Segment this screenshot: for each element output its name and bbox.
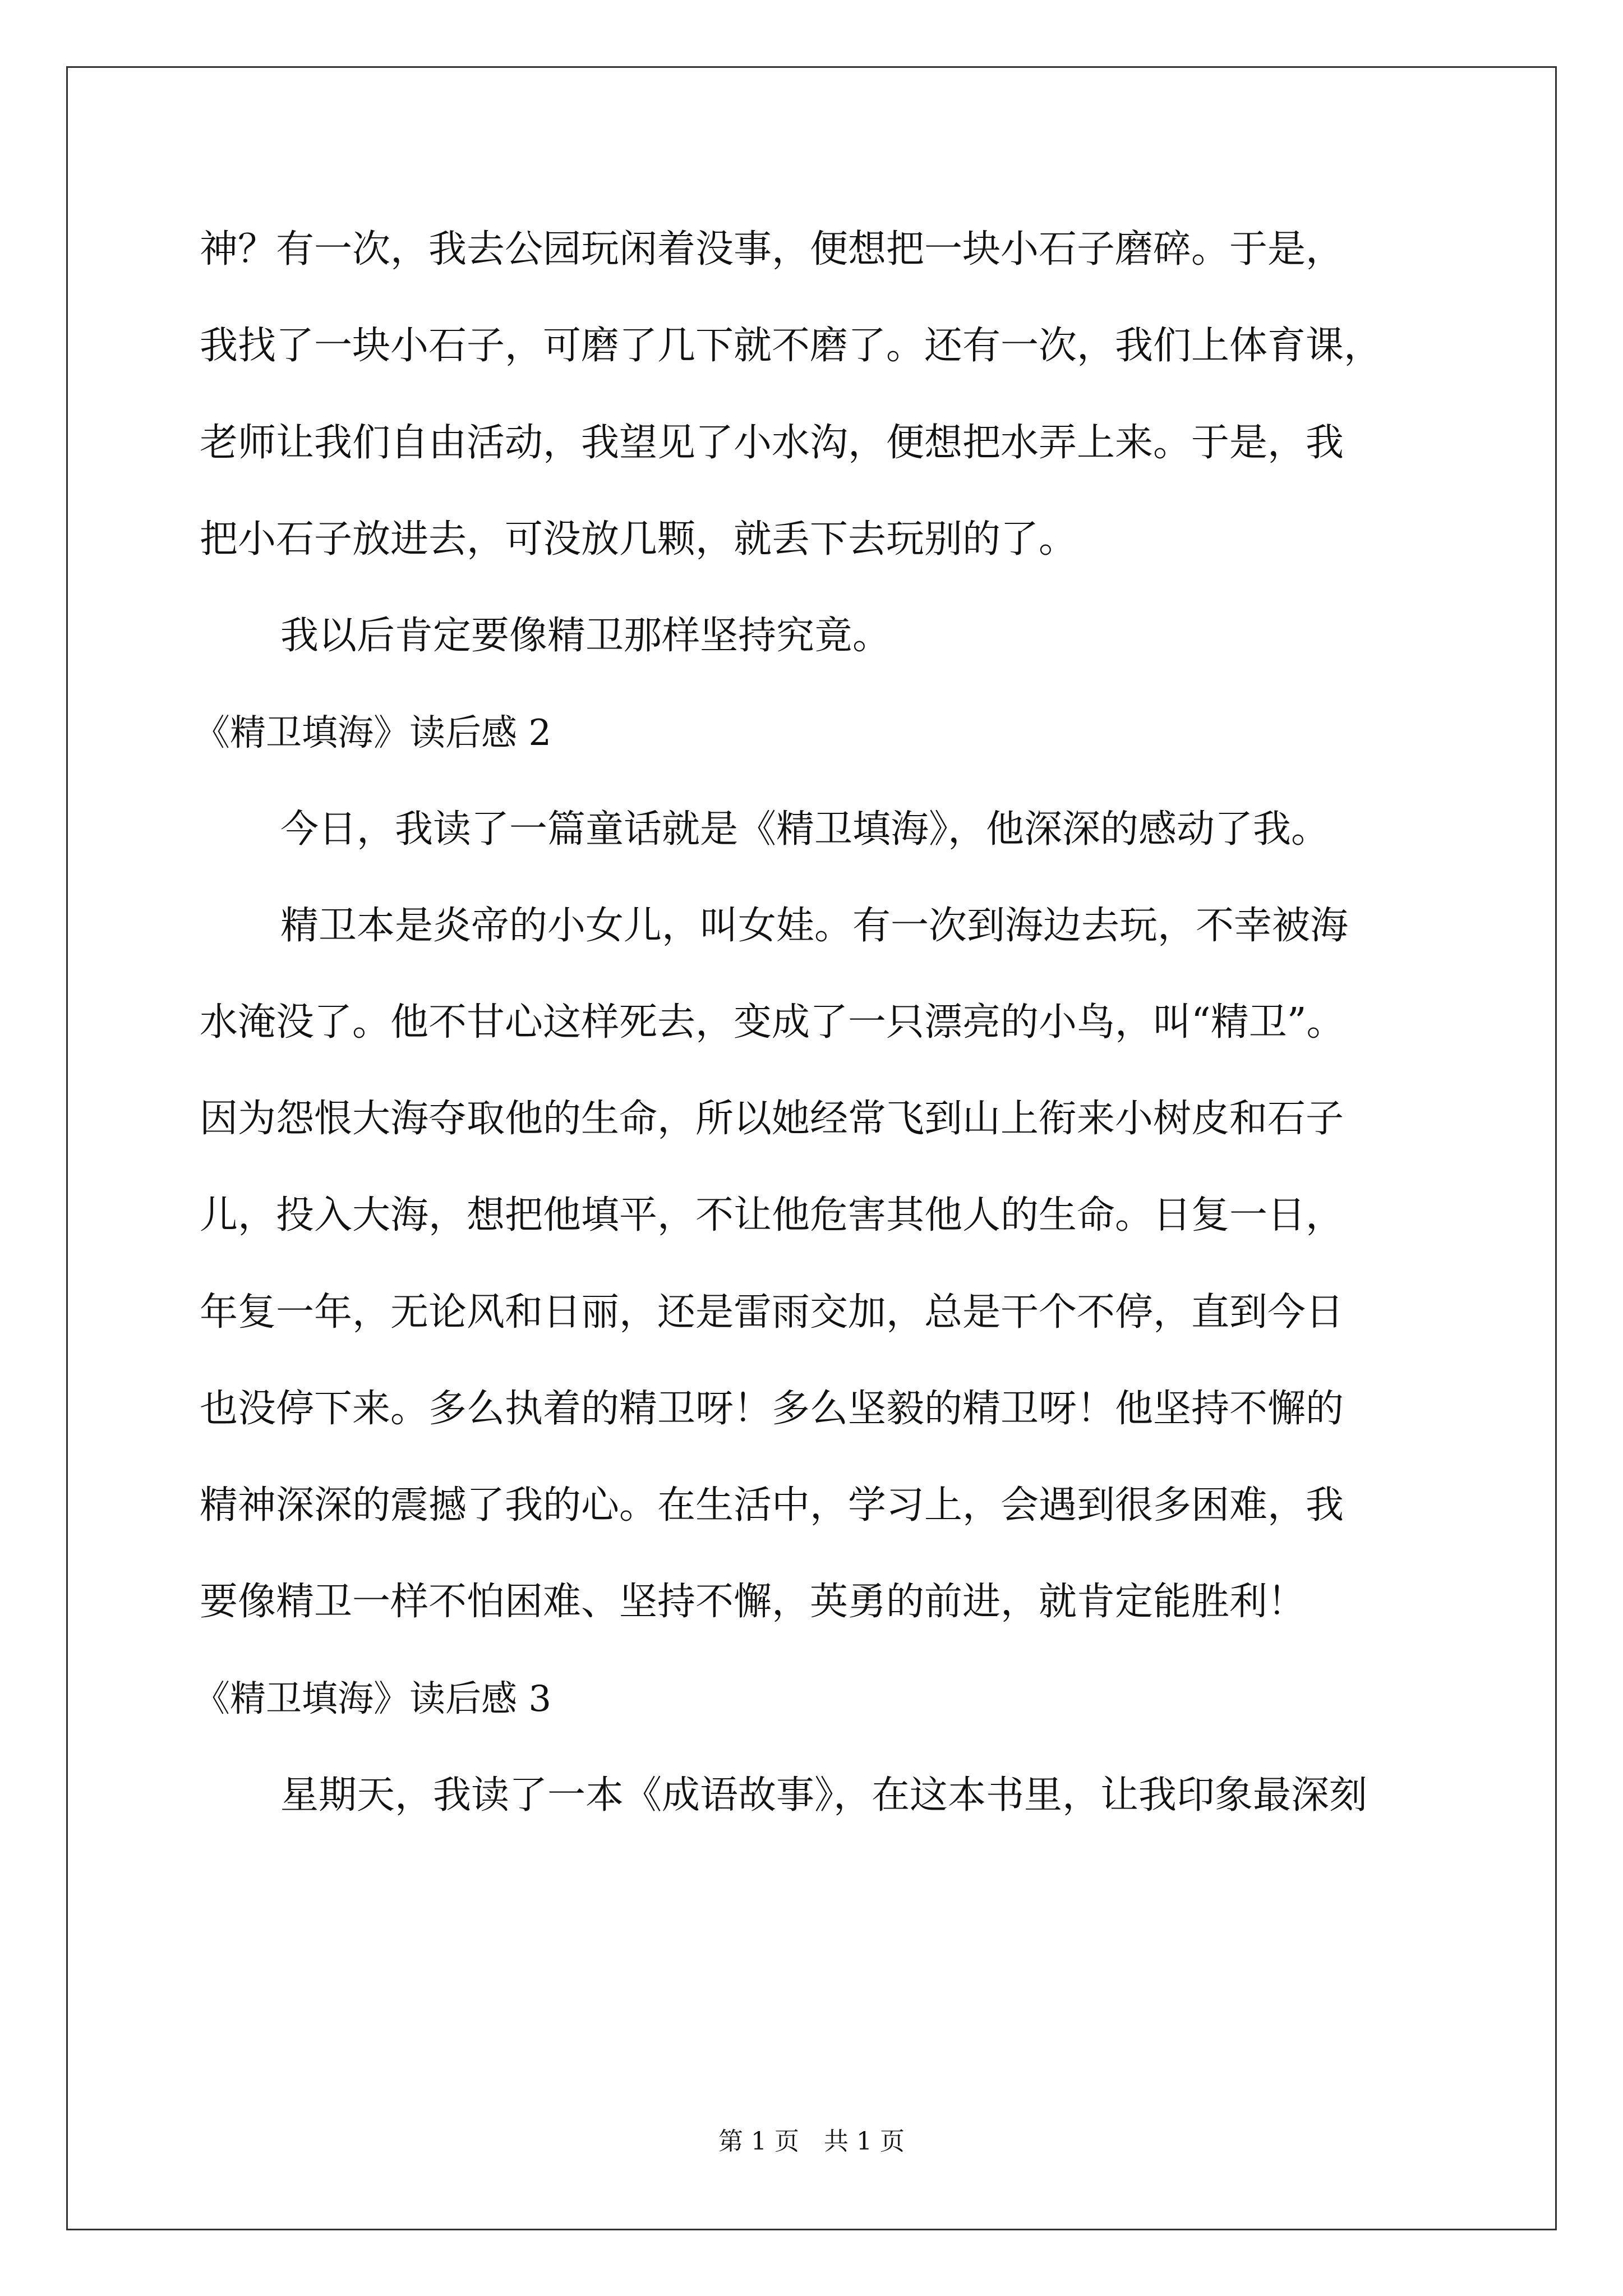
body-line-9: 水淹没了。他不甘心这样死去，变成了一只漂亮的小鸟，叫“精卫”。 <box>200 1000 1345 1045</box>
body-line-13: 也没停下来。多么执着的精卫呀！多么坚毅的精卫呀！他坚持不懈的 <box>200 1387 1344 1431</box>
body-line-2: 我找了一块小石子，可磨了几下就不磨了。还有一次，我们上体育课， <box>200 324 1382 368</box>
section-heading-2: 《精卫填海》读后感 2 <box>194 712 552 754</box>
body-line-17: 星期天，我读了一本《成语故事》，在这本书里，让我印象最深刻 <box>280 1773 1368 1818</box>
body-line-7: 今日，我读了一篇童话就是《精卫填海》，他深深的感动了我。 <box>280 807 1330 852</box>
body-line-3: 老师让我们自由活动，我望见了小水沟，便想把水弄上来。于是，我 <box>200 421 1344 465</box>
body-line-1: 神？有一次，我去公园玩闲着没事，便想把一块小石子磨碎。于是， <box>200 227 1344 272</box>
section-heading-3: 《精卫填海》读后感 3 <box>194 1678 552 1720</box>
body-line-11: 儿，投入大海，想把他填平，不让他危害其他人的生命。日复一日， <box>200 1193 1344 1237</box>
body-line-4: 把小石子放进去，可没放几颗，就丢下去玩别的了。 <box>200 517 1077 562</box>
page-border <box>66 66 1557 2230</box>
page-number: 第 1 页 共 1 页 <box>718 2127 905 2156</box>
body-line-8: 精卫本是炎帝的小女儿，叫女娃。有一次到海边去玩，不幸被海 <box>280 904 1349 948</box>
body-line-12: 年复一年，无论风和日丽，还是雷雨交加，总是干个不停，直到今日 <box>200 1290 1344 1335</box>
body-line-5: 我以后肯定要像精卫那样坚持究竟。 <box>280 614 891 658</box>
body-line-15: 要像精卫一样不怕困难、坚持不懈，英勇的前进，就肯定能胜利！ <box>200 1580 1306 1624</box>
body-line-14: 精神深深的震撼了我的心。在生活中，学习上，会遇到很多困难，我 <box>200 1483 1344 1527</box>
body-line-10: 因为怨恨大海夺取他的生命，所以她经常飞到山上衔来小树皮和石子 <box>200 1097 1344 1141</box>
